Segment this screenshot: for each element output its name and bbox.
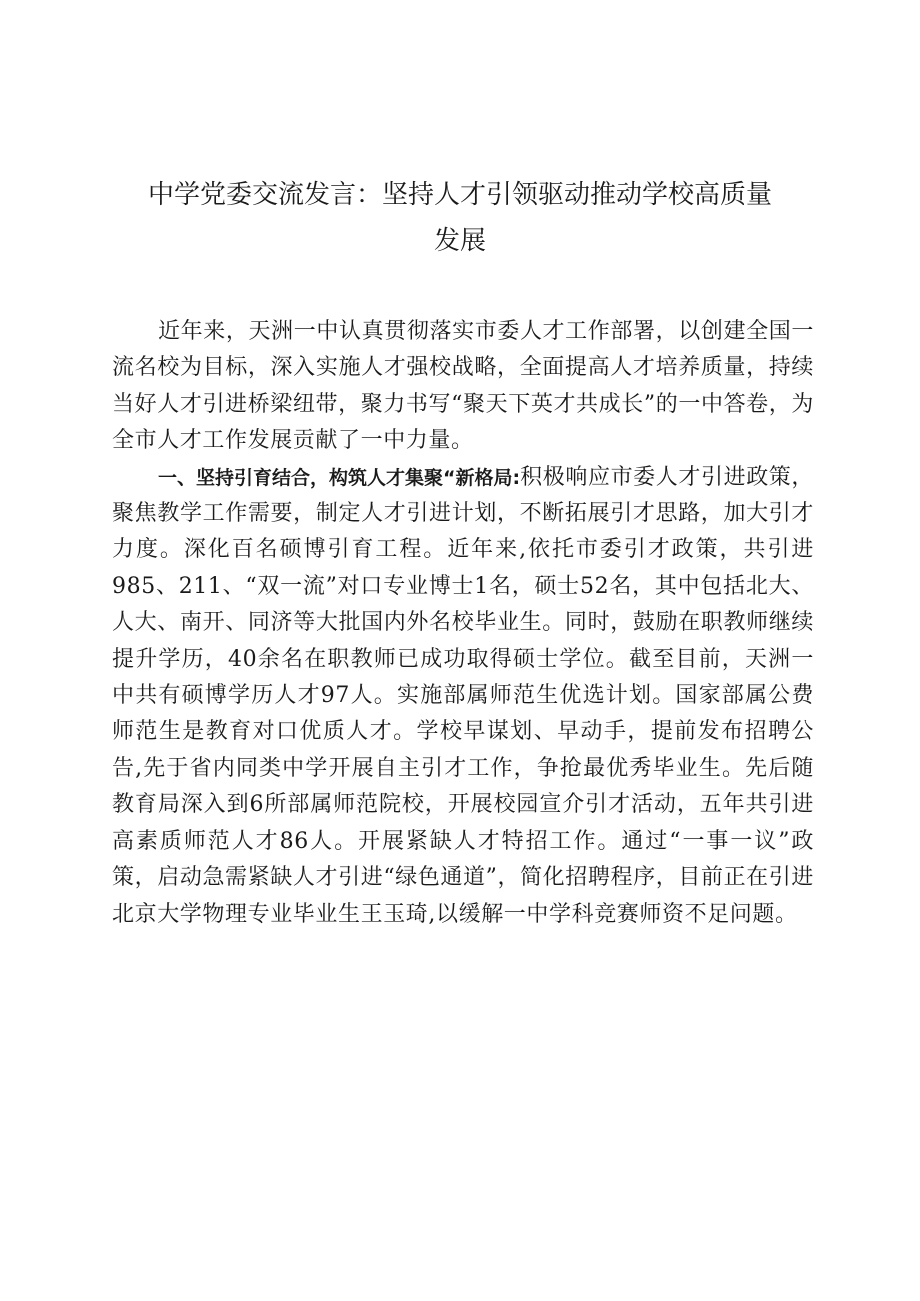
- intro-paragraph: 近年来，天洲一中认真贯彻落实市委人才工作部署，以创建全国一流名校为目标，深入实施人才强校战略，全面提高人才培养质量，持续当好人才引进桥梁纽带，聚力书写“聚天下英才共成长”的一中答卷，为全市人才工作发展贡献了一中力量。: [112, 319, 814, 454]
- document-body: [112, 314, 814, 933]
- section-1-body: 积极响应市委人才引进政策，聚焦教学工作需要，制定人才引进计划，不断拓展引才思路，加大引才力度。深化百名硕博引育工程。近年来,依托市委引才政策，共引进985、211、“双一流”对口专业博士1名，硕士52名，其中包括北大、人大、南开、同济等大批国内外名校毕业生。同时，鼓励在职教师继续提升学历，40余名在职教师已成功取得硕士学位。截至目前，天洲一中共有硕博学历人才97人。实施部属师范生优选计划。国家部属公费师范生是教育对口优质人才。学校早谋划、早动手，提前发布招聘公告,先于省内同类中学开展自主引才工作，争抢最优秀毕业生。先后随教育局深入到6所部属师范院校，开展校园宣介引才活动，五年共引进高素质师范人才86人。开展紧缺人才特招工作。通过“一事一议”政策，启动急需紧缺人才引进“绿色通道”，简化招聘程序，目前正在引进北京大学物理专业毕业生王玉琦,以缓解一中学科竞赛师资不足问题。: [112, 464, 814, 927]
- section-1-heading: 一、坚持引育结合，构筑人才集聚“新格局:: [158, 466, 521, 489]
- document-title: [110, 172, 810, 264]
- title-line-2: 发展: [433, 226, 486, 256]
- title-line-1: 中学党委交流发言：坚持人才引领驱动推动学校高质量: [147, 180, 772, 210]
- section-1-paragraph: [112, 460, 814, 933]
